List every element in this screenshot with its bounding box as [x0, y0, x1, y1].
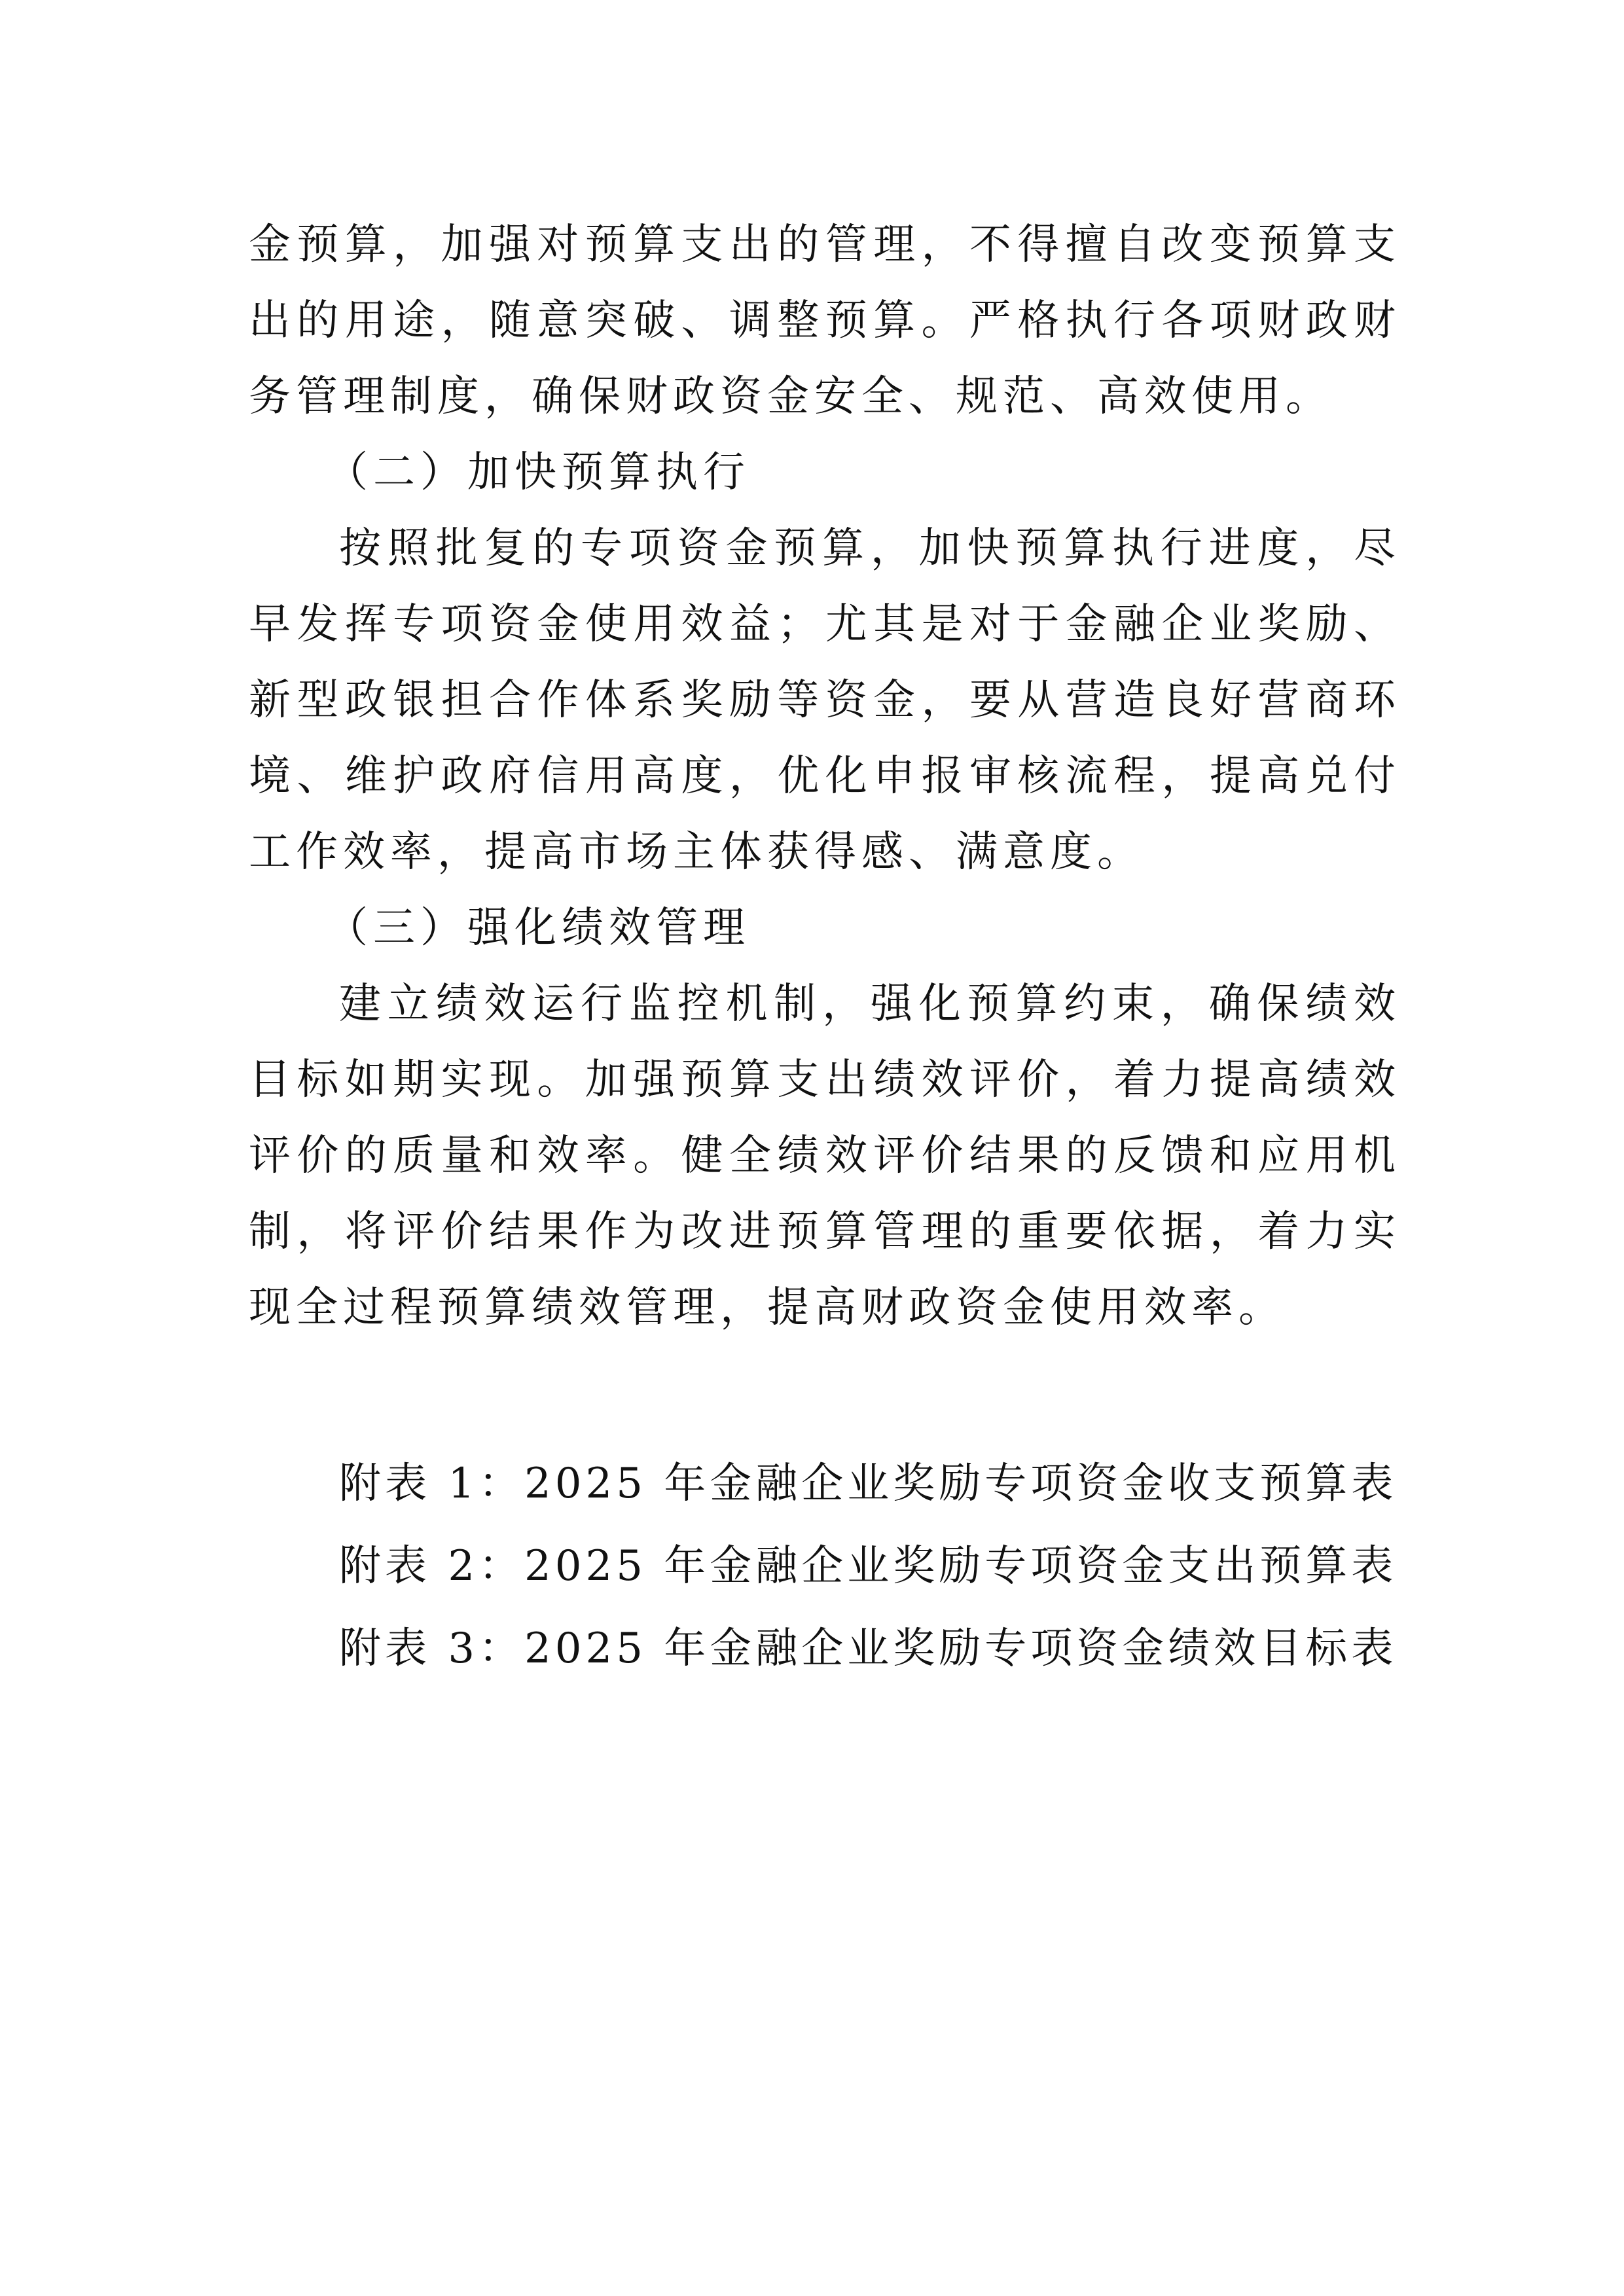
- paragraph-budget-execution: 按照批复的专项资金预算，加快预算执行进度，尽早发挥专项资金使用效益；尤其是对于金融企业奖励、新型政银担合作体系奖励等资金，要从营造良好营商环境、维护政府信用高度，优化申报审核流程，提高兑付工作效率，提高市场主体获得感、满意度。: [249, 524, 1401, 876]
- attachment-item-3: 附表 3：2025 年金融企业奖励专项资金绩效目标表: [339, 1624, 1398, 1673]
- paragraph-budget-management: 金预算，加强对预算支出的管理，不得擅自改变预算支出的用途，随意突破、调整预算。严格执行各项财政财务管理制度，确保财政资金安全、规范、高效使用。: [249, 221, 1401, 421]
- heading-performance-management: （三）强化绩效管理: [326, 904, 750, 952]
- paragraph-performance-management: 建立绩效运行监控机制，强化预算约束，确保绩效目标如期实现。加强预算支出绩效评价，着力提高绩效评价的质量和效率。健全绩效评价结果的反馈和应用机制，将评价结果作为改进预算管理的重要依据，着力实现全过程预算绩效管理，提高财政资金使用效率。: [249, 980, 1401, 1332]
- heading-accelerate-budget-execution: （二）加快预算执行: [326, 448, 750, 497]
- attachment-item-1: 附表 1：2025 年金融企业奖励专项资金收支预算表: [339, 1460, 1398, 1508]
- attachment-item-2: 附表 2：2025 年金融企业奖励专项资金支出预算表: [339, 1542, 1398, 1590]
- attachment-list: [339, 1443, 1452, 1690]
- document-body: [249, 207, 1401, 1346]
